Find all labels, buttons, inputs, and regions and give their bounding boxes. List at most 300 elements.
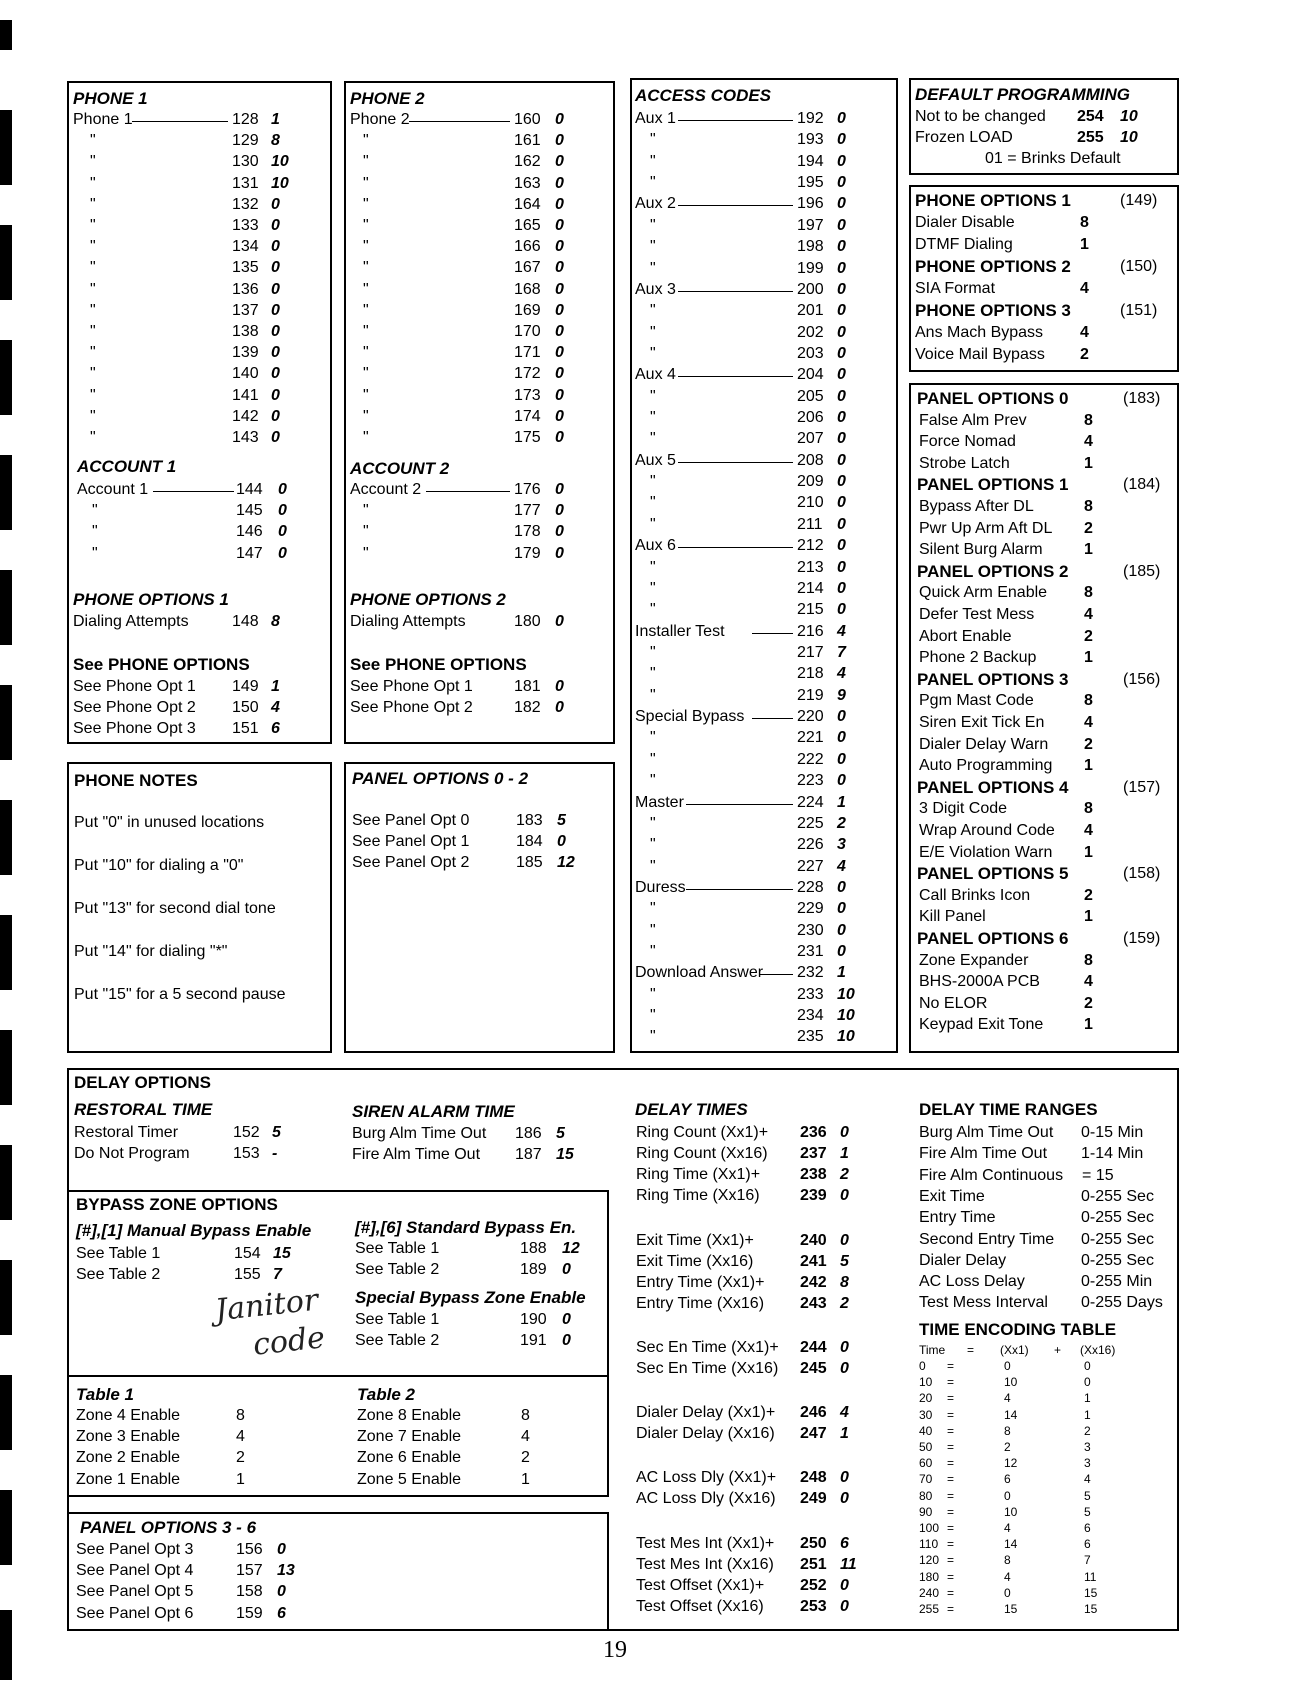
row-address: 183	[516, 812, 543, 829]
row-label: "	[650, 131, 656, 149]
row-address: 188	[520, 1240, 547, 1257]
row-address: 218	[797, 665, 824, 683]
delay-time-label: Entry Time (Xx16)	[636, 1295, 765, 1312]
dialing-attempts-label: Dialing Attempts	[350, 613, 466, 630]
row-label: "	[650, 259, 656, 277]
option-bit-value: 1	[1084, 541, 1093, 559]
option-label: Dialer Delay Warn	[919, 735, 1049, 753]
row-value: 0	[837, 323, 846, 341]
encoding-x1: 10	[1004, 1504, 1018, 1519]
row-label: "	[90, 238, 96, 256]
manual-bypass-title: [#],[1] Manual Bypass Enable	[76, 1221, 312, 1240]
row-value: 1	[271, 111, 280, 128]
row-label: See Panel Opt 1	[352, 833, 470, 851]
row-value: 0	[271, 323, 280, 340]
row-address: 213	[797, 558, 824, 576]
row-address: 182	[514, 699, 541, 717]
account2-title: ACCOUNT 2	[350, 459, 450, 478]
row-label: "	[92, 502, 98, 520]
row-label: Restoral Timer	[74, 1124, 179, 1141]
row-label: "	[90, 153, 96, 171]
row-value: 7	[273, 1266, 282, 1284]
option-label: Phone 2 Backup	[919, 649, 1037, 667]
binder-mark	[0, 225, 12, 300]
row-value: 0	[837, 131, 846, 149]
row-address: 234	[797, 1007, 824, 1025]
option-label: Keypad Exit Tone	[919, 1016, 1044, 1034]
row-value: 10	[1120, 129, 1138, 146]
row-label: "	[90, 195, 96, 213]
row-label: "	[650, 174, 656, 192]
option-bit-value: 8	[1080, 214, 1089, 231]
range-label: Burg Alm Time Out	[919, 1124, 1054, 1141]
row-value: 0	[837, 878, 846, 896]
row-value: 0	[837, 772, 846, 790]
row-address: 137	[232, 301, 259, 319]
row-value: 0	[555, 238, 564, 256]
row-address: 228	[797, 878, 824, 896]
row-label: "	[650, 558, 656, 576]
row-label: "	[650, 921, 656, 939]
row-value: 0	[837, 344, 846, 362]
row-label: "	[363, 429, 369, 446]
encoding-time: 20	[919, 1391, 933, 1406]
delay-time-value: 4	[840, 1404, 849, 1421]
row-label: See Phone Opt 2	[350, 699, 473, 717]
range-value: 0-255 Sec	[1081, 1230, 1154, 1248]
option-bit-value: 8	[1084, 498, 1093, 515]
range-label: Fire Alm Time Out	[919, 1145, 1048, 1163]
row-value: 0	[271, 301, 280, 319]
row-address: 143	[232, 429, 259, 446]
encoding-x1: 4	[1004, 1391, 1011, 1406]
row-label: Frozen LOAD	[915, 129, 1013, 146]
row-address: 166	[514, 238, 541, 256]
delay-time-label: Test Mes Int (Xx16)	[636, 1556, 774, 1573]
option-bit-value: 1	[1084, 757, 1093, 775]
encoding-eq: =	[947, 1585, 955, 1600]
row-label: "	[650, 387, 656, 405]
encoding-x1: 0	[1004, 1488, 1011, 1503]
row-label: "	[650, 344, 656, 362]
encoding-time: 60	[919, 1456, 933, 1471]
binder-marks	[0, 0, 20, 1692]
panel-options-group-title: PANEL OPTIONS 6	[917, 929, 1069, 948]
row-value: 0	[837, 110, 846, 127]
option-label: Voice Mail Bypass	[915, 346, 1045, 363]
row-address: 206	[797, 409, 824, 427]
row-value: 0	[555, 174, 564, 192]
row-label: "	[363, 280, 369, 298]
row-address: 232	[797, 964, 824, 982]
account1-title: ACCOUNT 1	[77, 457, 177, 476]
row-label: Do Not Program	[74, 1145, 190, 1163]
row-address: 233	[797, 985, 824, 1003]
dialing-attempts-address: 180	[514, 613, 541, 630]
row-value: 0	[555, 407, 564, 425]
row-label: "	[363, 195, 369, 213]
row-value: 1	[837, 793, 846, 811]
delay-time-label: Ring Time (Xx1)+	[636, 1166, 761, 1183]
leader-line	[132, 121, 228, 122]
row-address: 229	[797, 900, 824, 918]
delay-time-label: Sec En Time (Xx1)+	[636, 1339, 779, 1356]
row-label: See Panel Opt 5	[76, 1583, 194, 1601]
row-address: 152	[233, 1124, 260, 1141]
row-address: 190	[520, 1311, 547, 1328]
row-address: 201	[797, 302, 824, 320]
row-address: 164	[514, 195, 541, 213]
row-value: 0	[271, 217, 280, 234]
zone-value: 2	[521, 1449, 530, 1467]
encoding-time: 110	[919, 1537, 939, 1552]
phone-options-2-title: PHONE OPTIONS 2	[350, 590, 506, 609]
zone-value: 8	[236, 1407, 245, 1424]
encoding-x16: 11	[1084, 1569, 1097, 1584]
access-codes-title: ACCESS CODES	[635, 86, 772, 105]
row-label: "	[363, 217, 369, 234]
row-value: 0	[271, 238, 280, 256]
delay-time-value: 1	[840, 1145, 849, 1162]
row-value: 0	[555, 502, 564, 520]
option-bit-value: 4	[1080, 324, 1089, 341]
row-address: 146	[236, 523, 263, 541]
zone-value: 2	[236, 1449, 245, 1467]
range-value: 0-255 Min	[1081, 1273, 1153, 1291]
phone-note: Put "10" for dialing a "0"	[74, 857, 244, 874]
row-address: 204	[797, 366, 824, 384]
option-bit-value: 1	[1084, 1016, 1093, 1034]
delay-time-label: Exit Time (Xx1)+	[636, 1232, 754, 1249]
encoding-eq: =	[947, 1488, 955, 1503]
row-value: 0	[837, 409, 846, 427]
range-value: 0-15 Min	[1081, 1124, 1144, 1141]
row-value: 6	[271, 720, 280, 738]
encoding-eq: =	[947, 1423, 955, 1438]
option-bit-value: 2	[1080, 346, 1089, 363]
delay-time-address: 246	[800, 1404, 827, 1421]
leader-line	[678, 291, 793, 292]
option-label: Zone Expander	[919, 951, 1029, 969]
row-value: 15	[556, 1146, 574, 1164]
option-label: E/E Violation Warn	[919, 843, 1053, 861]
option-bit-value: 8	[1084, 584, 1093, 602]
range-label: Exit Time	[919, 1187, 985, 1205]
row-address: 197	[797, 216, 824, 234]
option-label: Wrap Around Code	[919, 822, 1055, 839]
delay-time-value: 2	[840, 1166, 849, 1183]
delay-time-value: 0	[840, 1232, 849, 1249]
panel-options-36-title: PANEL OPTIONS 3 - 6	[80, 1518, 257, 1537]
phone-options-group-title: PHONE OPTIONS 2	[915, 257, 1071, 276]
row-address: 130	[232, 153, 259, 171]
row-value: 0	[555, 386, 564, 404]
row-label: "	[650, 1007, 656, 1025]
delay-time-value: 11	[840, 1556, 857, 1573]
option-label: Pwr Up Arm Aft DL	[919, 519, 1053, 537]
row-address: 200	[797, 280, 824, 298]
row-value: 0	[837, 515, 846, 533]
zone-value: 4	[521, 1428, 530, 1446]
row-value: 10	[837, 1007, 855, 1025]
option-bit-value: 2	[1084, 519, 1093, 537]
row-label: "	[90, 301, 96, 319]
delay-time-address: 247	[800, 1425, 827, 1442]
panel-options-group-title: PANEL OPTIONS 4	[917, 777, 1069, 797]
row-value: 0	[278, 481, 287, 498]
option-label: DTMF Dialing	[915, 236, 1013, 253]
encoding-time: 50	[919, 1440, 933, 1454]
encoding-x16: 6	[1084, 1537, 1091, 1552]
row-value: 0	[555, 429, 564, 446]
option-bit-value: 1	[1084, 454, 1093, 472]
encoding-time: 255	[919, 1602, 940, 1616]
binder-mark	[0, 20, 12, 50]
row-address: 140	[232, 365, 259, 383]
row-value: 1	[837, 964, 846, 982]
option-bit-value: 8	[1084, 692, 1093, 710]
encoding-x16: 4	[1084, 1472, 1091, 1487]
row-address: 184	[516, 833, 543, 851]
row-address: 216	[797, 622, 824, 640]
row-label: "	[650, 238, 656, 256]
row-value: 0	[837, 601, 846, 619]
encoding-x16: 2	[1084, 1423, 1091, 1438]
row-value: 0	[555, 259, 564, 277]
delay-time-value: 0	[840, 1577, 849, 1594]
row-address: 159	[236, 1604, 263, 1622]
row-label: Not to be changed	[915, 108, 1046, 125]
row-value: 0	[271, 365, 280, 383]
delay-time-value: 0	[840, 1339, 849, 1356]
option-bit-value: 4	[1084, 822, 1093, 839]
row-value: 0	[271, 429, 280, 446]
encoding-time: 120	[919, 1553, 940, 1568]
row-label: Burg Alm Time Out	[352, 1125, 487, 1142]
row-address: 163	[514, 174, 541, 192]
range-value: 0-255 Sec	[1081, 1209, 1154, 1227]
option-bit-value: 2	[1084, 886, 1093, 904]
handwritten-janitor: Janitor	[213, 1282, 320, 1329]
bypass-zone-title: BYPASS ZONE OPTIONS	[76, 1195, 278, 1214]
row-label: "	[650, 430, 656, 448]
row-address: 158	[236, 1583, 263, 1601]
delay-time-value: 0	[840, 1187, 849, 1204]
delay-time-label: Entry Time (Xx1)+	[636, 1274, 765, 1291]
row-address: 175	[514, 429, 541, 446]
option-label: Force Nomad	[919, 433, 1016, 451]
delay-time-address: 239	[800, 1187, 827, 1204]
row-label: "	[650, 943, 656, 961]
row-address: 214	[797, 579, 824, 597]
delay-time-address: 245	[800, 1360, 827, 1377]
row-label: Aux 3	[635, 280, 676, 298]
row-address: 208	[797, 451, 824, 469]
row-address: 138	[232, 323, 259, 340]
delay-time-address: 236	[800, 1124, 827, 1141]
row-label: "	[650, 814, 656, 832]
zone-label: Zone 4 Enable	[76, 1407, 181, 1424]
encoding-x1: 2	[1004, 1440, 1011, 1454]
option-label: Siren Exit Tick En	[919, 714, 1045, 731]
row-value: 3	[837, 836, 846, 854]
zone-value: 1	[521, 1470, 530, 1488]
row-address: 171	[514, 344, 541, 362]
row-value: 0	[562, 1332, 571, 1350]
row-address: 254	[1077, 108, 1104, 125]
row-label: "	[363, 153, 369, 171]
row-label: Phone 1	[73, 111, 133, 128]
panel-options-group-title: PANEL OPTIONS 3	[917, 669, 1069, 689]
binder-mark	[0, 685, 12, 760]
row-address: 219	[797, 686, 824, 704]
encoding-eq: =	[947, 1569, 955, 1584]
range-label: Fire Alm Continuous	[919, 1166, 1064, 1184]
panel-options-group-title: PANEL OPTIONS 1	[917, 475, 1069, 495]
dialing-attempts-address: 148	[232, 613, 259, 630]
row-label: "	[92, 544, 98, 562]
encoding-x1: 12	[1004, 1456, 1018, 1471]
delay-time-address: 248	[800, 1469, 827, 1486]
phone-options-1-title: PHONE OPTIONS 1	[73, 590, 229, 609]
row-label: Special Bypass	[635, 708, 745, 726]
row-address: 162	[514, 153, 541, 171]
row-label: "	[363, 174, 369, 192]
zone-value: 8	[521, 1407, 530, 1424]
row-value: 0	[837, 238, 846, 256]
row-address: 169	[514, 301, 541, 319]
row-address: 173	[514, 386, 541, 404]
row-label: "	[363, 323, 369, 340]
row-address: 149	[232, 678, 259, 695]
encoding-x16: 7	[1084, 1553, 1091, 1568]
leader-line	[678, 462, 793, 463]
binder-mark	[0, 340, 12, 415]
row-address: 170	[514, 323, 541, 340]
encoding-x16: 0	[1084, 1359, 1091, 1373]
row-label: "	[650, 515, 656, 533]
option-label: Auto Programming	[919, 757, 1053, 775]
row-label: See Phone Opt 1	[73, 678, 196, 695]
range-label: Entry Time	[919, 1209, 996, 1227]
panel-options-address: (183)	[1123, 390, 1161, 407]
leader-line	[752, 718, 793, 719]
option-bit-value: 2	[1084, 994, 1093, 1012]
phone-options-group-title: PHONE OPTIONS 1	[915, 191, 1071, 210]
dialing-attempts-label: Dialing Attempts	[73, 613, 189, 630]
row-label: See Table 1	[76, 1245, 161, 1262]
option-bit-value: 1	[1084, 908, 1093, 926]
row-label: See Panel Opt 4	[76, 1562, 194, 1580]
phone-options-address: (151)	[1120, 302, 1158, 319]
row-value: 0	[837, 708, 846, 726]
leader-line	[760, 974, 793, 975]
row-label: Installer Test	[635, 622, 725, 640]
binder-mark	[0, 915, 12, 990]
row-label: "	[650, 1028, 656, 1046]
row-address: 133	[232, 217, 259, 234]
row-label: "	[363, 259, 369, 277]
encoding-eq: =	[947, 1375, 955, 1390]
row-value: 0	[837, 430, 846, 448]
row-value: 0	[837, 302, 846, 320]
binder-mark	[0, 570, 12, 645]
delay-time-label: Test Offset (Xx16)	[636, 1598, 764, 1615]
row-label: "	[363, 544, 369, 562]
option-label: No ELOR	[919, 994, 988, 1012]
encoding-x1: 0	[1004, 1585, 1011, 1600]
delay-time-label: Ring Count (Xx1)+	[636, 1124, 769, 1141]
row-address: 255	[1077, 129, 1104, 146]
encoding-header-time: Time	[919, 1343, 946, 1357]
row-label: Account 1	[77, 481, 149, 498]
row-value: 10	[837, 985, 855, 1003]
row-value: 12	[562, 1240, 580, 1257]
row-address: 177	[514, 502, 541, 520]
option-bit-value: 4	[1080, 280, 1089, 297]
leader-line	[153, 491, 234, 492]
panel-options-group-title: PANEL OPTIONS 2	[917, 561, 1069, 581]
panel-options-address: (156)	[1123, 670, 1161, 688]
row-address: 195	[797, 174, 824, 192]
row-address: 145	[236, 502, 263, 520]
special-bypass-title: Special Bypass Zone Enable	[355, 1288, 586, 1307]
delay-time-value: 5	[840, 1253, 849, 1270]
encoding-eq: =	[947, 1602, 955, 1616]
encoding-x1: 4	[1004, 1569, 1011, 1584]
row-value: 4	[837, 857, 846, 875]
binder-mark	[0, 1375, 12, 1450]
row-value: 4	[837, 665, 846, 683]
see-phone-options-title: See PHONE OPTIONS	[73, 655, 250, 674]
row-address: 181	[514, 678, 541, 695]
row-value: 0	[562, 1311, 571, 1328]
delay-time-address: 243	[800, 1295, 827, 1312]
phone2-box	[344, 81, 615, 744]
option-bit-value: 4	[1084, 714, 1093, 731]
binder-mark	[0, 800, 12, 875]
row-value: 10	[271, 174, 289, 192]
row-value: 0	[555, 195, 564, 213]
encoding-eq: =	[947, 1553, 955, 1568]
zone-label: Zone 3 Enable	[76, 1428, 181, 1446]
row-value: 0	[278, 544, 287, 562]
row-address: 134	[232, 238, 259, 256]
page-number: 19	[603, 1637, 627, 1663]
row-label: "	[650, 985, 656, 1003]
option-bit-value: 4	[1084, 433, 1093, 451]
row-address: 231	[797, 943, 824, 961]
default-programming-title: DEFAULT PROGRAMMING	[915, 85, 1131, 104]
time-encoding-title: TIME ENCODING TABLE	[919, 1320, 1117, 1339]
row-value: 0	[555, 217, 564, 234]
delay-time-ranges-title: DELAY TIME RANGES	[919, 1100, 1098, 1119]
encoding-time: 10	[919, 1375, 933, 1390]
row-value: 0	[555, 323, 564, 340]
row-label: "	[650, 644, 656, 661]
row-address: 226	[797, 836, 824, 854]
option-label: Bypass After DL	[919, 498, 1034, 515]
delay-time-label: Dialer Delay (Xx1)+	[636, 1404, 776, 1421]
row-address: 189	[520, 1261, 547, 1279]
delay-time-address: 241	[800, 1253, 827, 1270]
delay-time-label: Test Offset (Xx1)+	[636, 1577, 765, 1594]
delay-time-value: 6	[840, 1535, 849, 1552]
row-value: 2	[837, 814, 846, 832]
row-address: 155	[234, 1266, 261, 1284]
row-address: 157	[236, 1562, 263, 1580]
row-label: See Table 2	[76, 1266, 161, 1284]
